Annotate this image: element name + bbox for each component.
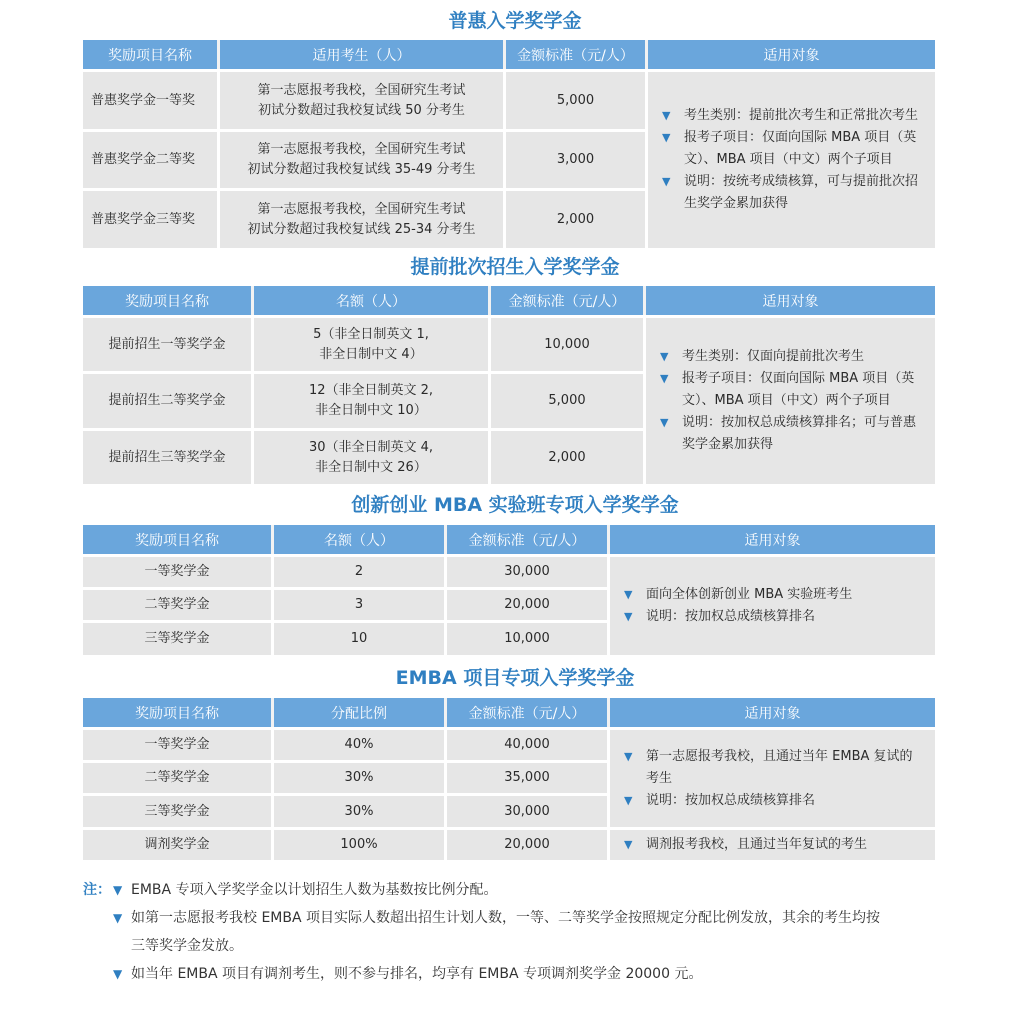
table-row	[83, 431, 646, 484]
triangle-down-icon: ▼	[624, 749, 633, 763]
award-name: 提前招生二等奖学金	[83, 374, 251, 428]
award-name: 三等奖学金	[83, 623, 271, 655]
amount: 2,000	[491, 431, 643, 484]
triangle-down-icon: ▼	[660, 372, 669, 385]
table-row	[83, 132, 648, 188]
amount: 20,000	[447, 590, 607, 620]
header-cell: 金额标准（元/人）	[447, 698, 607, 727]
section-title-puhui: 普惠入学奖学金	[448, 10, 582, 32]
ratio: 100%	[274, 830, 444, 860]
applicable-notes	[648, 72, 935, 248]
triangle-down-icon: ▼	[624, 588, 633, 601]
note-text: 报考子项目：仅面向国际 MBA 项目（英文）、MBA 项目（中文）两个子项目	[682, 371, 915, 408]
amount: 10,000	[491, 318, 643, 371]
table-row	[83, 318, 646, 371]
table-row	[83, 557, 610, 587]
applicable-notes-adjustment	[610, 830, 935, 860]
amount: 30,000	[447, 557, 607, 587]
award-name: 调剂奖学金	[83, 830, 271, 860]
header-cell: 金额标准（元/人）	[491, 286, 643, 315]
ratio: 40%	[274, 730, 444, 760]
award-name: 二等奖学金	[83, 763, 271, 793]
table-innovation	[83, 525, 935, 655]
triangle-down-icon: ▼	[624, 610, 633, 623]
header-cell: 适用对象	[646, 286, 935, 315]
table-puhui	[83, 40, 935, 248]
award-name: 二等奖学金	[83, 590, 271, 620]
header-cell: 适用考生（人）	[220, 40, 503, 69]
footnote-prefix: 注：	[83, 882, 111, 898]
amount: 3,000	[506, 132, 645, 188]
note-text: 说明：按加权总成绩核算排名	[646, 792, 816, 808]
header-cell: 奖励项目名称	[83, 525, 271, 554]
section-title-emba: EMBA 项目专项入学奖学金	[395, 667, 635, 689]
applicable-notes	[610, 557, 935, 655]
triangle-down-icon: ▼	[662, 109, 671, 122]
note-text: 说明：按加权总成绩核算排名	[646, 609, 816, 624]
footnote-text: EMBA 专项入学奖学金以计划招生人数为基数按比例分配。	[131, 882, 498, 898]
header-cell: 金额标准（元/人）	[506, 40, 645, 69]
award-name: 提前招生一等奖学金	[83, 318, 251, 371]
table-row	[83, 623, 610, 655]
note-text: 第一志愿报考我校，且通过当年 EMBA 复试的考生	[646, 748, 913, 786]
applicable-notes	[646, 318, 935, 484]
amount: 5,000	[506, 72, 645, 129]
triangle-down-icon: ▼	[662, 175, 671, 188]
triangle-down-icon: ▼	[113, 883, 123, 897]
triangle-down-icon: ▼	[660, 416, 669, 429]
header-cell: 金额标准（元/人）	[447, 525, 607, 554]
table-emba	[83, 698, 935, 860]
header-cell: 适用对象	[648, 40, 935, 69]
header-cell: 名额（人）	[274, 525, 444, 554]
table-early	[83, 286, 935, 484]
table-header	[83, 698, 935, 727]
table-row	[83, 72, 648, 129]
award-name: 一等奖学金	[83, 730, 271, 760]
amount: 35,000	[447, 763, 607, 793]
header-cell: 分配比例	[274, 698, 444, 727]
award-name: 普惠奖学金一等奖	[83, 72, 217, 129]
table-row	[83, 830, 610, 860]
quota: 3	[274, 590, 444, 620]
triangle-down-icon: ▼	[660, 350, 669, 363]
header-cell: 适用对象	[610, 525, 935, 554]
header-cell: 奖励项目名称	[83, 40, 217, 69]
quota: 5（非全日制英文 1, 非全日制中文 4）	[254, 318, 488, 371]
table-row	[83, 590, 610, 620]
note-text: 报考子项目：仅面向国际 MBA 项目（英文）、MBA 项目（中文）两个子项目	[684, 130, 917, 167]
quota: 10	[274, 623, 444, 655]
ratio: 30%	[274, 796, 444, 827]
section-title-early: 提前批次招生入学奖学金	[410, 256, 620, 278]
table-row	[83, 374, 646, 428]
section-title-innovation: 创新创业 MBA 实验班专项入学奖学金	[351, 494, 679, 516]
table-row	[83, 763, 610, 793]
ratio: 30%	[274, 763, 444, 793]
table-header	[83, 525, 935, 554]
eligibility: 第一志愿报考我校，全国研究生考试 初试分数超过我校复试线 25-34 分考生	[220, 191, 503, 248]
amount: 2,000	[506, 191, 645, 248]
amount: 30,000	[447, 796, 607, 827]
header-cell: 奖励项目名称	[83, 286, 251, 315]
header-cell: 适用对象	[610, 698, 935, 727]
amount: 10,000	[447, 623, 607, 655]
table-row	[83, 730, 610, 760]
note-text: 调剂报考我校，且通过当年复试的考生	[646, 837, 868, 852]
quota: 2	[274, 557, 444, 587]
amount: 20,000	[447, 830, 607, 860]
quota: 30（非全日制英文 4, 非全日制中文 26）	[254, 431, 488, 484]
award-name: 一等奖学金	[83, 557, 271, 587]
table-header	[83, 40, 935, 69]
footnote-text: 如第一志愿报考我校 EMBA 项目实际人数超出招生计划人数，一等、二等奖学金按照规定分配比例发放，其余的考生均按三等奖学金发放。	[131, 910, 881, 954]
note-text: 说明：按统考成绩核算，可与提前批次招生奖学金累加获得	[684, 174, 919, 211]
table-row	[83, 796, 610, 827]
note-text: 考生类别：提前批次考生和正常批次考生	[684, 108, 919, 123]
triangle-down-icon: ▼	[113, 911, 123, 925]
award-name: 普惠奖学金三等奖	[83, 191, 217, 248]
award-name: 普惠奖学金二等奖	[83, 132, 217, 188]
table-header	[83, 286, 935, 315]
award-name: 三等奖学金	[83, 796, 271, 827]
award-name: 提前招生三等奖学金	[83, 431, 251, 484]
footnote-text: 如当年 EMBA 项目有调剂考生，则不参与排名，均享有 EMBA 专项调剂奖学金 20000 元。	[131, 966, 703, 982]
table-row	[83, 191, 648, 248]
triangle-down-icon: ▼	[662, 131, 671, 144]
quota: 12（非全日制英文 2, 非全日制中文 10）	[254, 374, 488, 428]
amount: 40,000	[447, 730, 607, 760]
amount: 5,000	[491, 374, 643, 428]
eligibility: 第一志愿报考我校，全国研究生考试 初试分数超过我校复试线 35-49 分考生	[220, 132, 503, 188]
header-cell: 名额（人）	[254, 286, 488, 315]
eligibility: 第一志愿报考我校，全国研究生考试 初试分数超过我校复试线 50 分考生	[220, 72, 503, 129]
triangle-down-icon: ▼	[624, 838, 633, 851]
note-text: 面向全体创新创业 MBA 实验班考生	[646, 587, 853, 602]
triangle-down-icon: ▼	[113, 967, 123, 981]
triangle-down-icon: ▼	[624, 793, 633, 807]
note-text: 说明：按加权总成绩核算排名；可与普惠奖学金累加获得	[682, 415, 917, 452]
applicable-notes	[610, 730, 935, 827]
note-text: 考生类别：仅面向提前批次考生	[682, 349, 865, 364]
header-cell: 奖励项目名称	[83, 698, 271, 727]
footnotes	[83, 876, 953, 988]
